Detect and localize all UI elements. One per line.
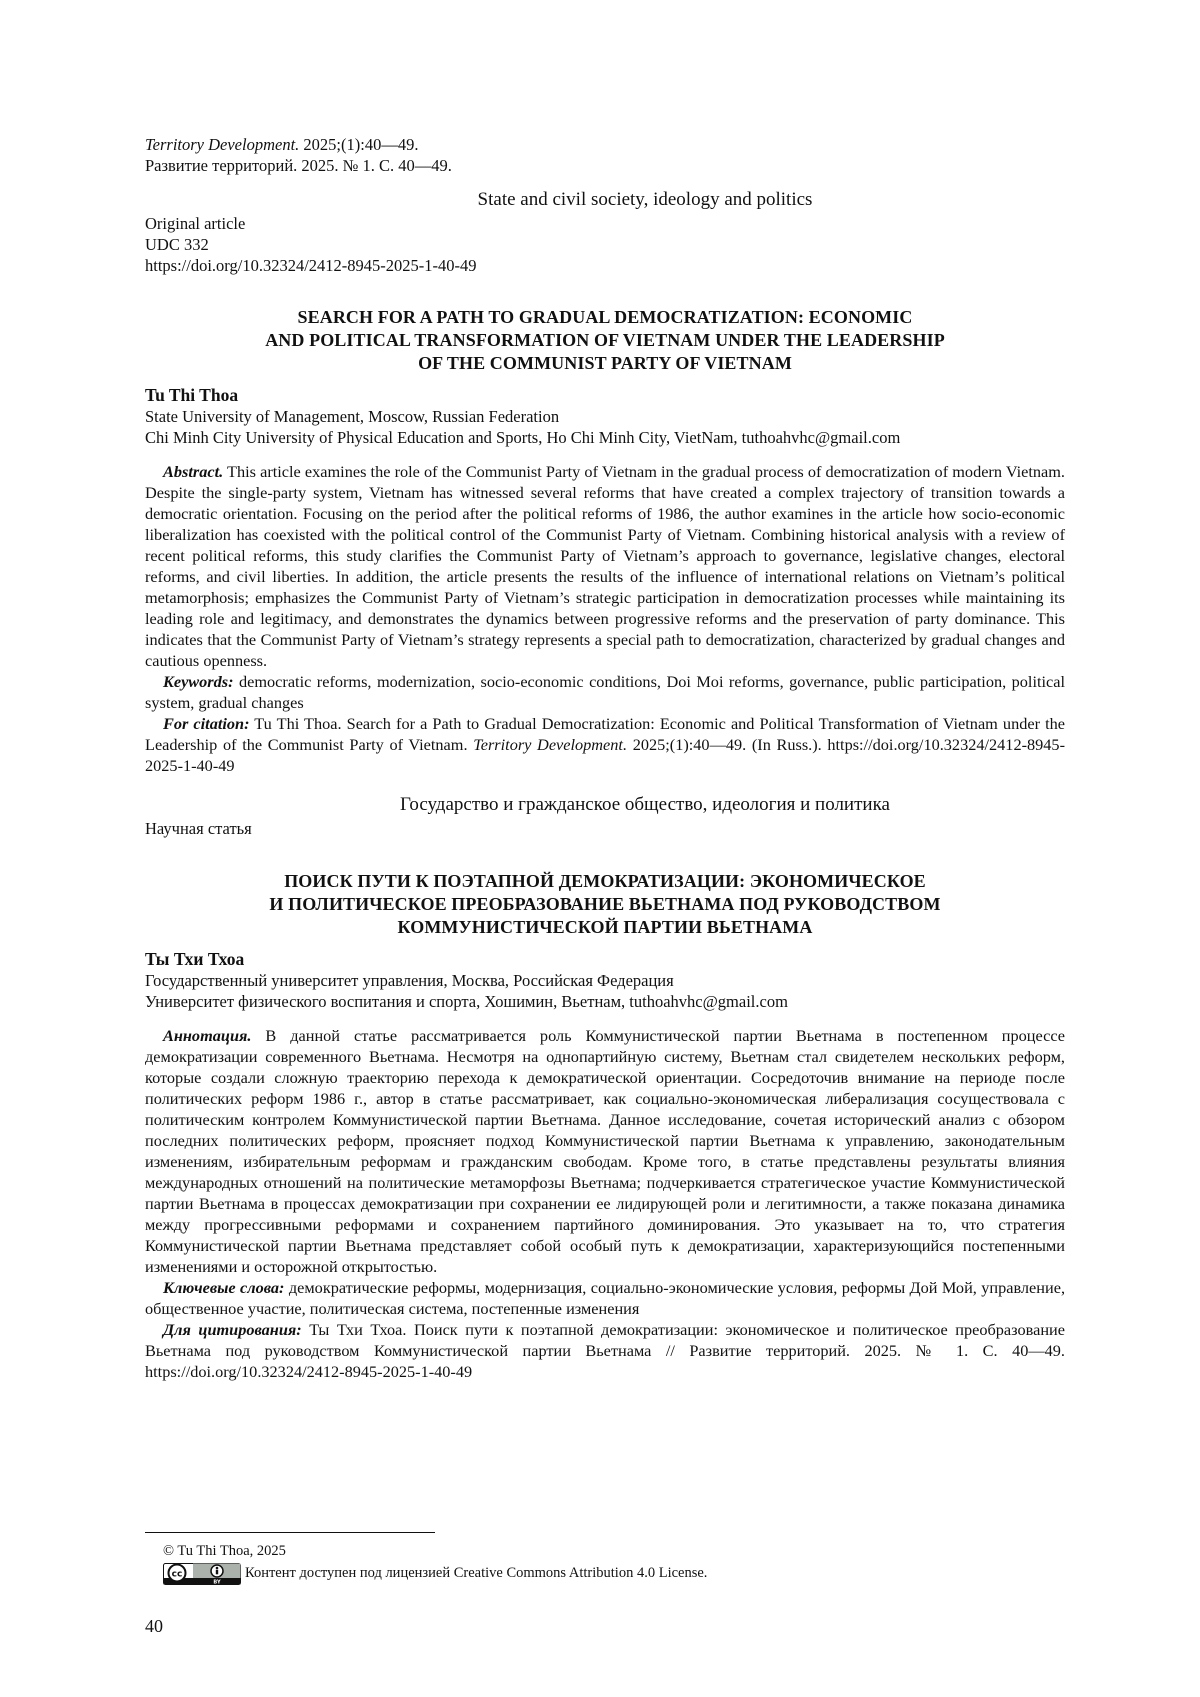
title-en-line: AND POLITICAL TRANSFORMATION OF VIETNAM UNDER THE LEADERSHIP: [265, 330, 945, 350]
udc: UDC 332: [145, 235, 209, 254]
citation-text-ru: Ты Тхи Тхоа. Поиск пути к поэтапной демократизации: экономическое и политическое преобразование Вьетнама под руководством Коммунистической партии Вьетнама // Развитие территорий. 2025. № 1. С. 40—49. https://doi.org/10.32324/2412-8945-2025-1-40-49: [145, 1320, 1065, 1381]
journal-header-en: [145, 134, 1065, 155]
abstract-en: [145, 461, 1065, 671]
rubric-en: State and civil society, ideology and politics: [477, 189, 813, 210]
article-type-en: Original article: [145, 214, 246, 233]
citation-journal-en: Territory Development.: [473, 735, 628, 754]
abstract-label-en: Abstract.: [163, 462, 224, 481]
abstract-ru: [145, 1025, 1065, 1277]
keywords-ru: [145, 1277, 1065, 1319]
citation-label-en: For citation:: [163, 714, 250, 733]
author-ru: Ты Тхи Тхоа: [145, 949, 245, 969]
affiliation-en-2: Chi Minh City University of Physical Education and Sports, Ho Chi Minh City, VietNam, tuthoahvhc@gmail.com: [145, 428, 901, 447]
keywords-en: [145, 671, 1065, 713]
abstract-text-ru: В данной статье рассматривается роль Коммунистической партии Вьетнама в постепенном процессе демократизации современного Вьетнама. Несмотря на однопартийную систему, Вьетнам стал свидетелем нескольких реформ, которые создали сложную траекторию перехода к демократической ориентации. Сосредоточив внимание на периоде после политических реформ 1986 г., автор в статье рассматривает, как социально-экономическая либерализация сосуществовала с политическим контролем Коммунистической партии Вьетнама. Данное исследование, сочетая исторический анализ с обзором последних политических реформ, проясняет подход Коммунистической партии Вьетнама к управлению, законодательным изменениям, избирательным реформам и гражданским свободам. Кроме того, в статье представлены результаты влияния международных отношений на политические метаморфозы Вьетнама; подчеркивается стратегическое участие Коммунистической партии Вьетнама в процессах демократизации при сохранении ее лидирующей роли и легитимности, а также показана динамика между прогрессивными реформами и сохранением партийного доминирования. Это указывает на то, что стратегия Коммунистической партии Вьетнама представляет собой особый путь к демократизации, характеризующийся постепенными изменениями и осторожной открытостью.: [145, 1026, 1065, 1276]
author-en: Tu Thi Thoa: [145, 385, 239, 405]
svg-text:BY: BY: [213, 1579, 221, 1585]
title-en-line: OF THE COMMUNIST PARTY OF VIETNAM: [418, 353, 792, 373]
page-number: 40: [145, 1616, 163, 1636]
cc-by-license-icon[interactable]: [163, 1563, 241, 1585]
title-ru: [145, 870, 1065, 939]
license-text: Контент доступен под лицензией Creative Commons Attribution 4.0 License.: [245, 1565, 708, 1581]
journal-header-ru: Развитие территорий. 2025. № 1. С. 40—49.: [145, 156, 452, 175]
keywords-label-en: Keywords:: [163, 672, 234, 691]
abstract-label-ru: Аннотация.: [163, 1026, 252, 1045]
title-ru-line: КОММУНИСТИЧЕСКОЙ ПАРТИИ ВЬЕТНАМА: [397, 917, 813, 937]
affiliation-ru-1: Государственный университет управления, Москва, Российская Федерация: [145, 971, 674, 990]
title-en: [145, 306, 1065, 375]
keywords-text-ru: демократические реформы, модернизация, социально-экономические условия, реформы Дой Мой, управление, общественное участие, политическая система, постепенные изменения: [145, 1278, 1066, 1318]
article-type-ru: Научная статья: [145, 819, 252, 838]
footnote-area: [145, 1532, 1065, 1585]
keywords-label-ru: Ключевые слова:: [163, 1278, 285, 1297]
citation-en: [145, 713, 1065, 776]
citation-ru: [145, 1319, 1065, 1382]
citation-label-ru: Для цитирования:: [163, 1320, 302, 1339]
footnote-rule: [145, 1532, 435, 1533]
title-ru-line: И ПОЛИТИЧЕСКОЕ ПРЕОБРАЗОВАНИЕ ВЬЕТНАМА ПОД РУКОВОДСТВОМ: [269, 894, 941, 914]
rubric-ru: Государство и гражданское общество, идеология и политика: [400, 794, 890, 815]
journal-issue-en: 2025;(1):40—49.: [299, 135, 419, 154]
title-ru-line: ПОИСК ПУТИ К ПОЭТАПНОЙ ДЕМОКРАТИЗАЦИИ: ЭКОНОМИЧЕСКОЕ: [284, 871, 926, 891]
license-line: [163, 1562, 1065, 1585]
doi-link[interactable]: https://doi.org/10.32324/2412-8945-2025-1-40-49: [145, 256, 477, 275]
journal-name-en: Territory Development.: [145, 135, 300, 154]
citation-text-en: Tu Thi Thoa. Search for a Path to Gradual Democratization: Economic and Political Transformation of Vietnam under the Leadership of the Communist Party of Vietnam.: [145, 714, 1065, 754]
affiliation-ru-2: Университет физического воспитания и спорта, Хошимин, Вьетнам, tuthoahvhc@gmail.com: [145, 992, 788, 1011]
abstract-text-en: This article examines the role of the Communist Party of Vietnam in the gradual process of democratization of modern Vietnam. Despite the single-party system, Vietnam has witnessed several reforms that have created a complex trajectory of transition towards a democratic orientation. Focusing on the period after the political reforms of 1986, the author examines in the article how socio-economic liberalization has coexisted with the political control of the Communist Party of Vietnam. Combining historical analysis with a review of recent political reforms, this study clarifies the Communist Party of Vietnam’s approach to governance, legislative changes, electoral reforms, and civil liberties. In addition, the article presents the results of the influence of international relations on Vietnam’s political metamorphosis; emphasizes the Communist Party of Vietnam’s strategic participation in democratization processes while maintaining its leading role and legitimacy, and demonstrates the dynamics between progressive reforms and the preservation of party dominance. This indicates that the Communist Party of Vietnam’s strategy represents a special path to democratization, characterized by gradual changes and cautious openness.: [145, 462, 1065, 670]
svg-text:cc: cc: [171, 1569, 183, 1580]
affiliation-en-1: State University of Management, Moscow, Russian Federation: [145, 407, 560, 426]
keywords-text-en: democratic reforms, modernization, socio-economic conditions, Doi Moi reforms, governance, public participation, political system, gradual changes: [145, 672, 1065, 712]
article-first-page: [145, 134, 1065, 1382]
citation-text-en-end: 2025;(1):40—49. (In Russ.). https://doi.org/10.32324/2412-8945-2025-1-40-49: [145, 735, 1065, 775]
title-en-line: SEARCH FOR A PATH TO GRADUAL DEMOCRATIZATION: ECONOMIC: [297, 307, 913, 327]
copyright: © Tu Thi Thoa, 2025: [163, 1543, 286, 1559]
